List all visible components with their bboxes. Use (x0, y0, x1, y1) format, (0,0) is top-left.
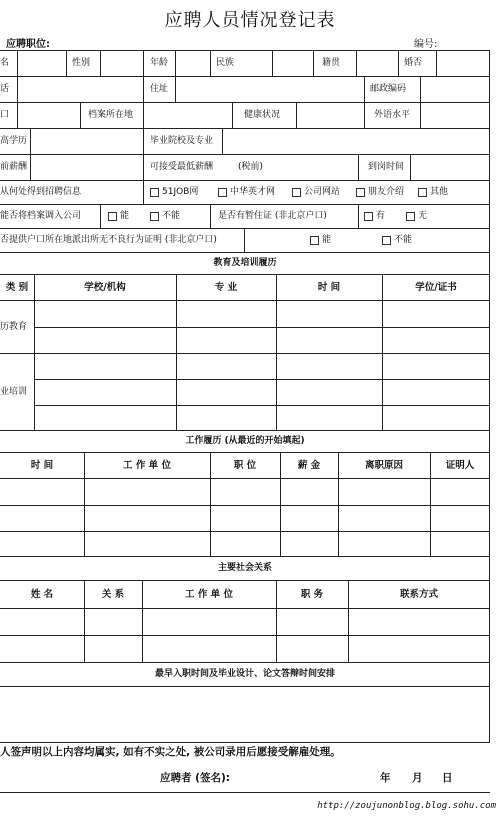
edu-category-academic: 历教育 (0, 321, 28, 332)
education-label: 高学历 (0, 136, 28, 146)
date-day-label: 日 (442, 772, 453, 784)
checkbox-icon (356, 188, 365, 197)
archive-cannot-option[interactable]: 不能 (150, 205, 180, 228)
permit-no-option[interactable]: 无 (406, 205, 427, 228)
form-title: 应聘人员情况登记表 (164, 10, 336, 31)
checkbox-icon (310, 236, 319, 245)
permit-yes-option[interactable]: 有 (364, 205, 385, 228)
social-header-employer: 工 作 单 位 (185, 588, 233, 600)
option-other[interactable]: 其他 (418, 181, 448, 204)
social-header-relation: 关 系 (101, 588, 125, 600)
social-header-row (0, 581, 490, 609)
start-date-label: 到岗时间 (368, 162, 405, 172)
archive-transfer-label: 能否将档案调入公司 (0, 211, 82, 221)
registration-form (0, 50, 490, 742)
work-body (0, 479, 490, 557)
work-header-employer: 工 作 单 位 (123, 459, 171, 471)
edu-header-category: 类 别 (5, 281, 29, 293)
address-label: 住址 (150, 84, 169, 94)
option-friend[interactable]: 朋友介绍 (356, 181, 404, 204)
schedule-section-title: 最早入职时间及毕业设计、论文答辩时间安排 (154, 669, 335, 679)
pretax-label: (税前) (238, 162, 264, 172)
work-header-row (0, 453, 490, 479)
work-header-time: 时 间 (30, 459, 54, 471)
work-header-position: 职 位 (233, 459, 257, 471)
social-header-contact: 联系方式 (399, 588, 438, 600)
min-salary-label: 可接受最低薪酬 (150, 162, 214, 172)
work-header-salary: 薪 金 (297, 459, 321, 471)
conduct-proof-label: 否提供户口所在地派出所无不良行为证明 (非北京户口) (0, 235, 217, 245)
declaration-text: 人签声明以上内容均属实, 如有不实之处, 被公司录用后愿接受解雇处理。 (0, 746, 341, 758)
edu-header-school: 学校/机构 (84, 281, 126, 293)
postcode-label: 邮政编码 (370, 84, 407, 94)
age-label: 年龄 (150, 58, 169, 68)
work-header-reason: 离职原因 (364, 459, 403, 471)
phone-label: 话 (0, 84, 10, 94)
education-section-title: 教育及培训履历 (213, 258, 277, 268)
row-education-summary (0, 129, 490, 155)
permit-label: 是否有暂住证 (非北京户口) (218, 211, 327, 221)
work-section-title: 工作履历 (从最近的开始填起) (185, 436, 305, 446)
position-label: 应聘职位: (6, 39, 50, 50)
work-header-referee: 证明人 (445, 459, 475, 471)
footer-url: http://zoujunonblog.blog.sohu.com (317, 801, 496, 811)
footer-divider (0, 792, 490, 793)
row-basic-info (0, 51, 490, 77)
checkbox-icon (150, 212, 159, 221)
social-body (0, 609, 490, 663)
number-label: 编号: (414, 39, 438, 50)
row-info-source (0, 181, 490, 205)
native-place-label: 籍贯 (322, 58, 341, 68)
checkbox-icon (406, 212, 415, 221)
education-header-row (0, 275, 490, 301)
gender-label: 性别 (72, 58, 91, 68)
marital-label: 婚否 (404, 58, 423, 68)
proof-cannot-option[interactable]: 不能 (382, 229, 412, 252)
work-section-title-row (0, 431, 490, 453)
row-status (0, 103, 490, 129)
schedule-blank-area[interactable] (0, 687, 490, 743)
edu-header-major: 专 业 (214, 281, 238, 293)
schedule-section-title-row (0, 663, 490, 687)
row-contact (0, 77, 490, 103)
row-conduct-proof (0, 229, 490, 253)
edu-header-degree: 学位/证书 (415, 281, 457, 293)
edu-header-time: 时 间 (317, 281, 341, 293)
id-label: 口 (0, 110, 10, 120)
row-archive-transfer (0, 205, 490, 229)
checkbox-icon (364, 212, 373, 221)
proof-can-option[interactable]: 能 (310, 229, 331, 252)
signature-label: 应聘者 (签名): (160, 772, 230, 784)
current-salary-label: 前薪酬 (0, 162, 28, 172)
source-label: 从何处得到招聘信息 (0, 187, 82, 197)
option-chinahr[interactable]: 中华英才网 (218, 181, 275, 204)
checkbox-icon (150, 188, 159, 197)
checkbox-icon (218, 188, 227, 197)
checkbox-icon (108, 212, 117, 221)
archive-location-label: 档案所在地 (88, 110, 134, 120)
social-header-title: 职 务 (300, 588, 324, 600)
name-label: 名 (0, 58, 10, 68)
social-header-name: 姓 名 (30, 588, 54, 600)
date-year-label: 年 (380, 772, 391, 784)
date-month-label: 月 (412, 772, 423, 784)
education-body (0, 301, 490, 431)
edu-category-training: 业培训 (0, 386, 28, 397)
option-51job[interactable]: 51JOB网 (150, 181, 198, 204)
checkbox-icon (292, 188, 301, 197)
social-section-title-row (0, 557, 490, 581)
education-section-title-row (0, 253, 490, 275)
row-salary (0, 155, 490, 181)
checkbox-icon (382, 236, 391, 245)
option-company-site[interactable]: 公司网站 (292, 181, 340, 204)
checkbox-icon (418, 188, 427, 197)
language-label: 外语水平 (374, 110, 411, 120)
health-label: 健康状况 (244, 110, 281, 120)
social-section-title: 主要社会关系 (217, 563, 272, 573)
archive-can-option[interactable]: 能 (108, 205, 129, 228)
school-label: 毕业院校及专业 (150, 136, 214, 146)
ethnicity-label: 民族 (216, 58, 235, 68)
